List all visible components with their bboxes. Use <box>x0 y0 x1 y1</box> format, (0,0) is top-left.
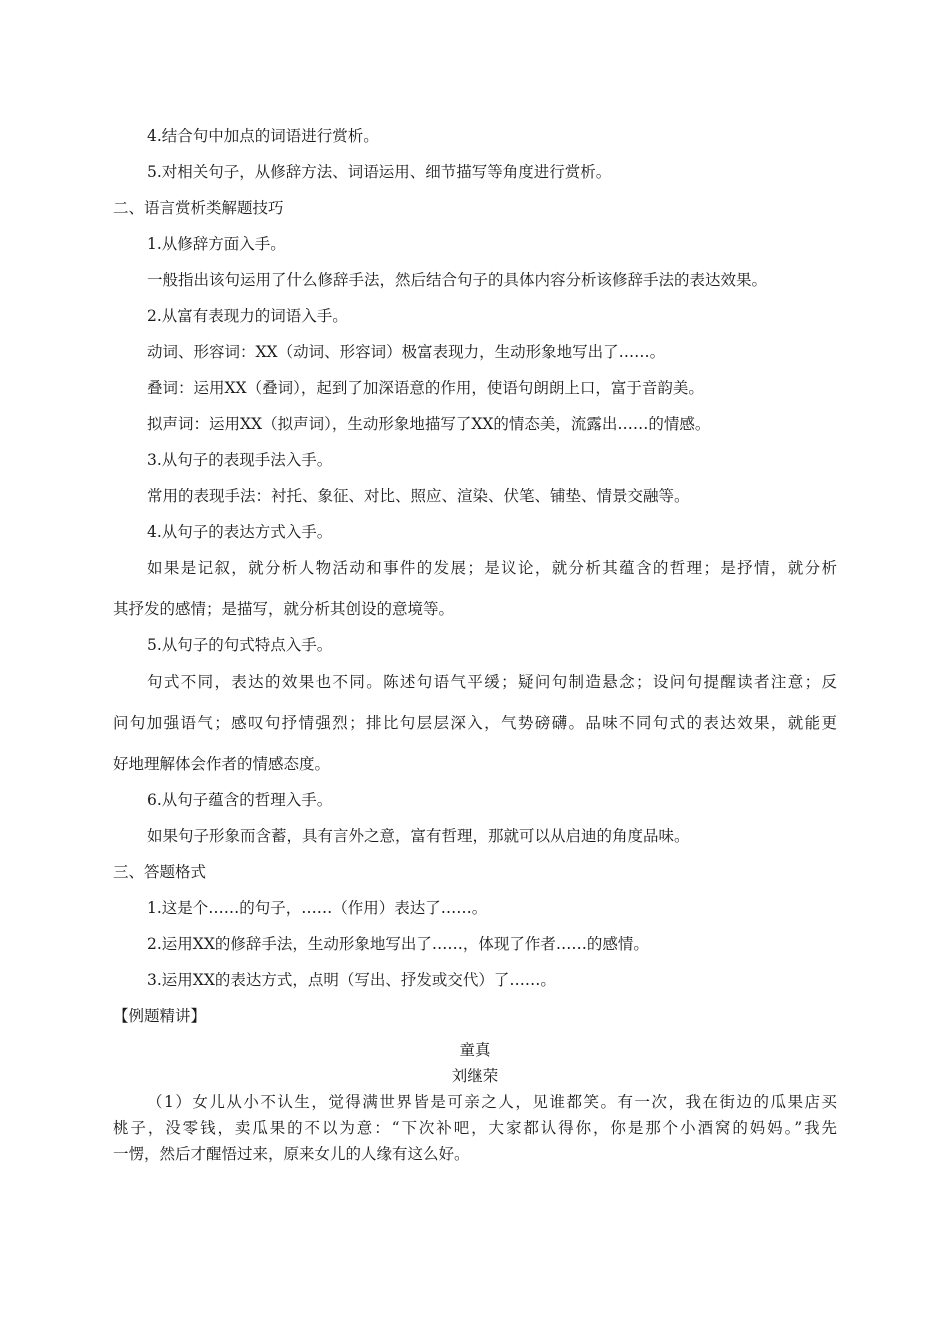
tip-title: 2.从富有表现力的词语入手。 <box>147 307 348 325</box>
article-author: 刘继荣 <box>451 1067 499 1085</box>
paragraph-line: 其抒发的感情；是描写，就分析其创设的意境等。 <box>113 600 455 618</box>
format-item: 3.运用XX的表达方式，点明（写出、抒发或交代）了……。 <box>147 971 556 989</box>
paragraph: 一般指出该句运用了什么修辞手法，然后结合句子的具体内容分析该修辞手法的表达效果。 <box>147 271 768 289</box>
paragraph: 拟声词：运用XX（拟声词），生动形象地描写了XX的情态美，流露出……的情感。 <box>147 415 711 433</box>
format-item: 1.这是个……的句子，……（作用）表达了……。 <box>147 899 488 917</box>
paragraph-line: 问句加强语气；感叹句抒情强烈；排比句层层深入，气势磅礴。品味不同句式的表达效果，就能更 <box>113 714 837 732</box>
paragraph-line: 如果是记叙，就分析人物活动和事件的发展；是议论，就分析其蕴含的哲理；是抒情，就分析 <box>147 559 837 577</box>
article-line: （1）女儿从小不认生，觉得满世界皆是可亲之人，见谁都笑。有一次，我在街边的瓜果店买 <box>147 1093 837 1111</box>
paragraph: 叠词：运用XX（叠词），起到了加深语意的作用，使语句朗朗上口，富于音韵美。 <box>147 379 704 397</box>
tip-title: 5.从句子的句式特点入手。 <box>147 636 333 654</box>
tip-title: 4.从句子的表达方式入手。 <box>147 523 333 541</box>
paragraph: 动词、形容词：XX（动词、形容词）极富表现力，生动形象地写出了……。 <box>147 343 666 361</box>
tip-title: 6.从句子蕴含的哲理入手。 <box>147 791 333 809</box>
section-heading: 二、语言赏析类解题技巧 <box>113 199 284 217</box>
paragraph: 如果句子形象而含蓄，具有言外之意，富有哲理，那就可以从启迪的角度品味。 <box>147 827 690 845</box>
tip-title: 1.从修辞方面入手。 <box>147 235 286 253</box>
list-item: 4.结合句中加点的词语进行赏析。 <box>147 127 379 145</box>
tip-title: 3.从句子的表现手法入手。 <box>147 451 333 469</box>
list-item: 5.对相关句子，从修辞方法、词语运用、细节描写等角度进行赏析。 <box>147 163 612 181</box>
section-heading: 三、答题格式 <box>113 863 207 881</box>
paragraph: 常用的表现手法：衬托、象征、对比、照应、渲染、伏笔、铺垫、情景交融等。 <box>147 487 690 505</box>
article-line: 桃子，没零钱，卖瓜果的不以为意：“下次补吧，大家都认得你，你是那个小酒窝的妈妈。”我先 <box>113 1119 837 1137</box>
article-title: 童真 <box>459 1041 491 1059</box>
paragraph-line: 好地理解体会作者的情感态度。 <box>113 755 331 773</box>
article-line: 一愣，然后才醒悟过来，原来女儿的人缘有这么好。 <box>113 1145 470 1163</box>
paragraph-line: 句式不同，表达的效果也不同。陈述句语气平缓；疑问句制造悬念；设问句提醒读者注意；反 <box>147 673 837 691</box>
example-heading: 【例题精讲】 <box>113 1007 207 1025</box>
format-item: 2.运用XX的修辞手法，生动形象地写出了……，体现了作者……的感情。 <box>147 935 649 953</box>
